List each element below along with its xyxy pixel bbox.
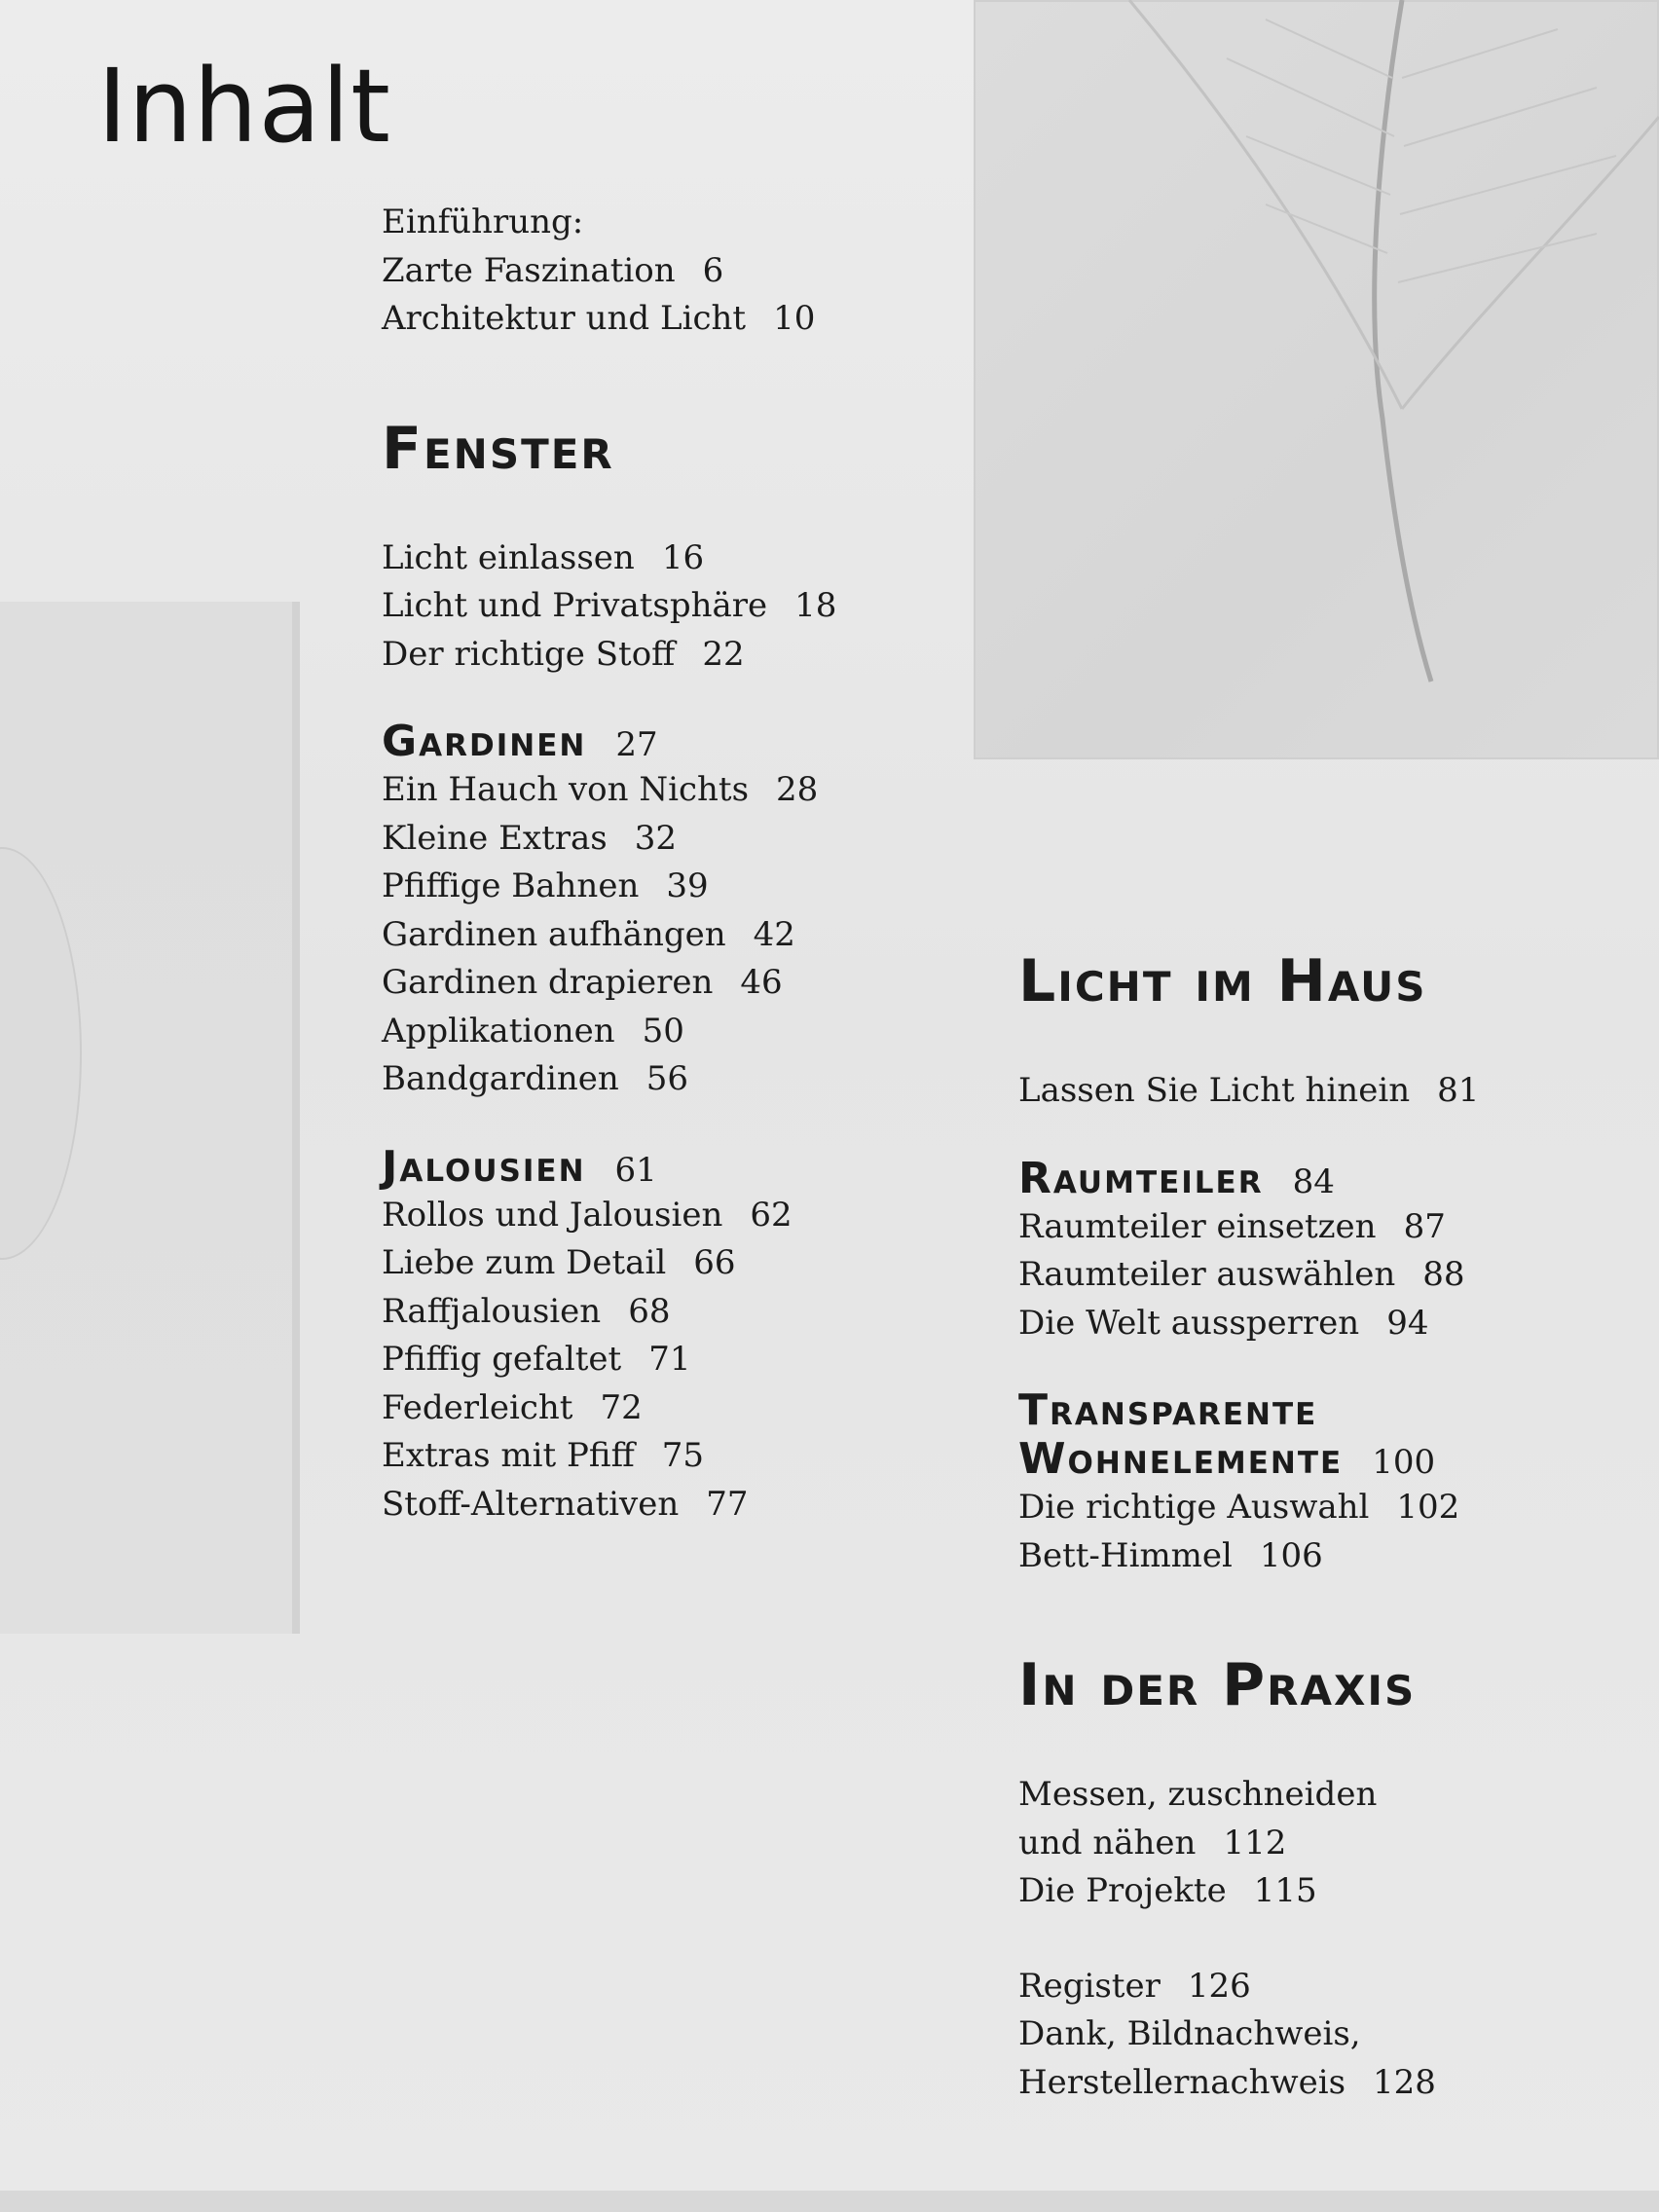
toc-entry-page: 22 [702, 634, 745, 674]
toc-entry-label: Bett-Himmel [1018, 1535, 1233, 1575]
toc-entry-page: 72 [600, 1387, 643, 1427]
toc-entry [1018, 1067, 1564, 1116]
toc-entry [382, 582, 927, 631]
toc-entry-page: 94 [1386, 1303, 1429, 1343]
toc-entry [1018, 1484, 1564, 1532]
toc-entry [382, 247, 927, 296]
toc-entry-label: Ein Hauch von Nichts [382, 770, 750, 809]
toc-entry-label: Die Projekte [1018, 1871, 1227, 1910]
toc-entry [382, 911, 927, 960]
toc-entry-page: 77 [706, 1484, 749, 1524]
toc-entry-label: Raffjalousien [382, 1291, 602, 1331]
toc-entry [382, 1192, 927, 1240]
toc-entry-label: Gardinen aufhängen [382, 914, 726, 954]
toc-entry-page: 10 [773, 299, 816, 338]
toc-entry-page: 128 [1373, 2062, 1436, 2102]
toc-intro-label: Einführung: [382, 203, 584, 241]
toc-entry [382, 766, 927, 815]
toc-entry-page: 112 [1223, 1823, 1287, 1862]
subsection-heading-transparente: Transparente [1018, 1385, 1318, 1435]
toc-entry-page: 87 [1403, 1206, 1446, 1246]
toc-entry-page: 75 [661, 1436, 704, 1475]
toc-entry-page: 81 [1437, 1071, 1480, 1110]
toc-entry-label: Die Welt aussperren [1018, 1303, 1360, 1343]
toc-entry-label: Liebe zum Detail [382, 1243, 667, 1282]
toc-entry-label: Zarte Faszination [382, 250, 676, 290]
toc-entry-page: 126 [1187, 1966, 1251, 2006]
toc-entry-page: 102 [1396, 1488, 1460, 1527]
toc-entry-label: Gardinen drapieren [382, 963, 714, 1002]
toc-entry-label: Lassen Sie Licht hinein [1018, 1071, 1411, 1110]
toc-entry-page: 88 [1422, 1255, 1465, 1294]
toc-entry [1018, 1867, 1564, 1916]
toc-entry-page: 106 [1259, 1535, 1323, 1575]
toc-entry [382, 815, 927, 864]
toc-entry [382, 959, 927, 1008]
toc-entry [382, 631, 927, 680]
toc-entry-page: 39 [666, 866, 709, 905]
toc-entry-label: Herstellernachweis [1018, 2062, 1346, 2102]
toc-entry [382, 535, 927, 583]
toc-entry-label: Kleine Extras [382, 818, 608, 858]
toc-entry-label: Stoff-Alternativen [382, 1484, 680, 1524]
toc-entry-label: Pfiffige Bahnen [382, 866, 640, 905]
subsection-heading-raumteiler [1018, 1155, 1564, 1203]
section-heading-licht-im-haus: Licht im Haus [1018, 947, 1427, 1015]
toc-entry [382, 863, 927, 911]
section-heading-fenster: Fenster [382, 414, 614, 483]
toc-entry-label: Rollos und Jalousien [382, 1195, 723, 1235]
toc-entry-page: 32 [634, 818, 677, 858]
toc-entry [1018, 1203, 1564, 1252]
toc-entry-page: 56 [645, 1059, 689, 1098]
toc-entry [382, 1432, 927, 1481]
subsection-heading-label: Wohnelemente [1018, 1434, 1344, 1484]
toc-entry-label: Bandgardinen [382, 1059, 619, 1098]
subsection-heading-jalousien [382, 1143, 927, 1192]
toc-entry-page: 68 [628, 1291, 671, 1331]
toc-entry [382, 1055, 927, 1104]
toc-entry [382, 1008, 927, 1056]
toc-entry-line: Messen, zuschneiden [1018, 1775, 1378, 1814]
toc-entry-label: Licht einlassen [382, 537, 635, 577]
toc-entry-page: 6 [702, 250, 724, 290]
toc-entry [1018, 1300, 1564, 1348]
toc-entry-page: 16 [661, 537, 705, 577]
toc-entry-line: Dank, Bildnachweis, [1018, 2014, 1361, 2053]
toc-entry-label: Der richtige Stoff [382, 634, 676, 674]
toc-entry-page: 115 [1253, 1871, 1317, 1910]
toc-entry-label: Die richtige Auswahl [1018, 1488, 1370, 1527]
toc-entry [382, 1336, 927, 1384]
toc-entry [1018, 1251, 1564, 1300]
subsection-heading-label: Raumteiler [1018, 1153, 1264, 1203]
toc-entry-page: 62 [750, 1195, 793, 1235]
subsection-heading-wohnelemente [1018, 1435, 1564, 1484]
page-bottom-strip [0, 2191, 1659, 2212]
toc-entry [382, 1481, 927, 1530]
subsection-heading-page: 27 [615, 725, 658, 764]
page-title: Inhalt [97, 47, 391, 166]
toc-entry-label: Raumteiler einsetzen [1018, 1206, 1377, 1246]
leaf-photo-panel [974, 0, 1659, 759]
toc-entry [382, 295, 927, 344]
subsection-heading-page: 84 [1292, 1161, 1335, 1201]
toc-entry-label: Licht und Privatsphäre [382, 586, 768, 625]
toc-entry-page: 18 [794, 586, 837, 625]
toc-entry-page: 46 [740, 963, 783, 1002]
toc-entry-label: Register [1018, 1966, 1161, 2006]
toc-entry-page: 71 [648, 1340, 691, 1379]
toc-entry-page: 28 [776, 770, 819, 809]
toc-entry-label: und nähen [1018, 1823, 1197, 1862]
section-heading-in-der-praxis: In der Praxis [1018, 1651, 1417, 1719]
toc-entry-label: Raumteiler auswählen [1018, 1255, 1396, 1294]
toc-entry-label: Architektur und Licht [382, 299, 747, 338]
subsection-heading-page: 100 [1372, 1443, 1436, 1482]
toc-entry-label: Extras mit Pfiff [382, 1436, 635, 1475]
subsection-heading-page: 61 [614, 1150, 657, 1190]
subsection-heading-gardinen [382, 718, 927, 766]
toc-entry-page: 50 [642, 1011, 684, 1051]
subsection-heading-label: Jalousien [382, 1141, 586, 1192]
toc-entry [382, 1288, 927, 1337]
toc-column-right [1018, 946, 1564, 2107]
toc-entry [1018, 2059, 1564, 2108]
toc-entry [1018, 1532, 1564, 1581]
toc-entry-label: Federleicht [382, 1387, 573, 1427]
toc-entry [382, 1239, 927, 1288]
toc-entry-page: 66 [693, 1243, 736, 1282]
toc-entry-label: Pfiffig gefaltet [382, 1340, 622, 1379]
subsection-heading-label: Gardinen [382, 717, 587, 766]
toc-entry-page: 42 [753, 914, 795, 954]
toc-column-left [382, 199, 927, 1529]
toc-entry-label: Applikationen [382, 1011, 615, 1051]
toc-entry [1018, 1963, 1564, 2011]
leaf-illustration [974, 0, 1659, 759]
toc-entry [382, 1384, 927, 1433]
toc-entry [1018, 1820, 1564, 1868]
